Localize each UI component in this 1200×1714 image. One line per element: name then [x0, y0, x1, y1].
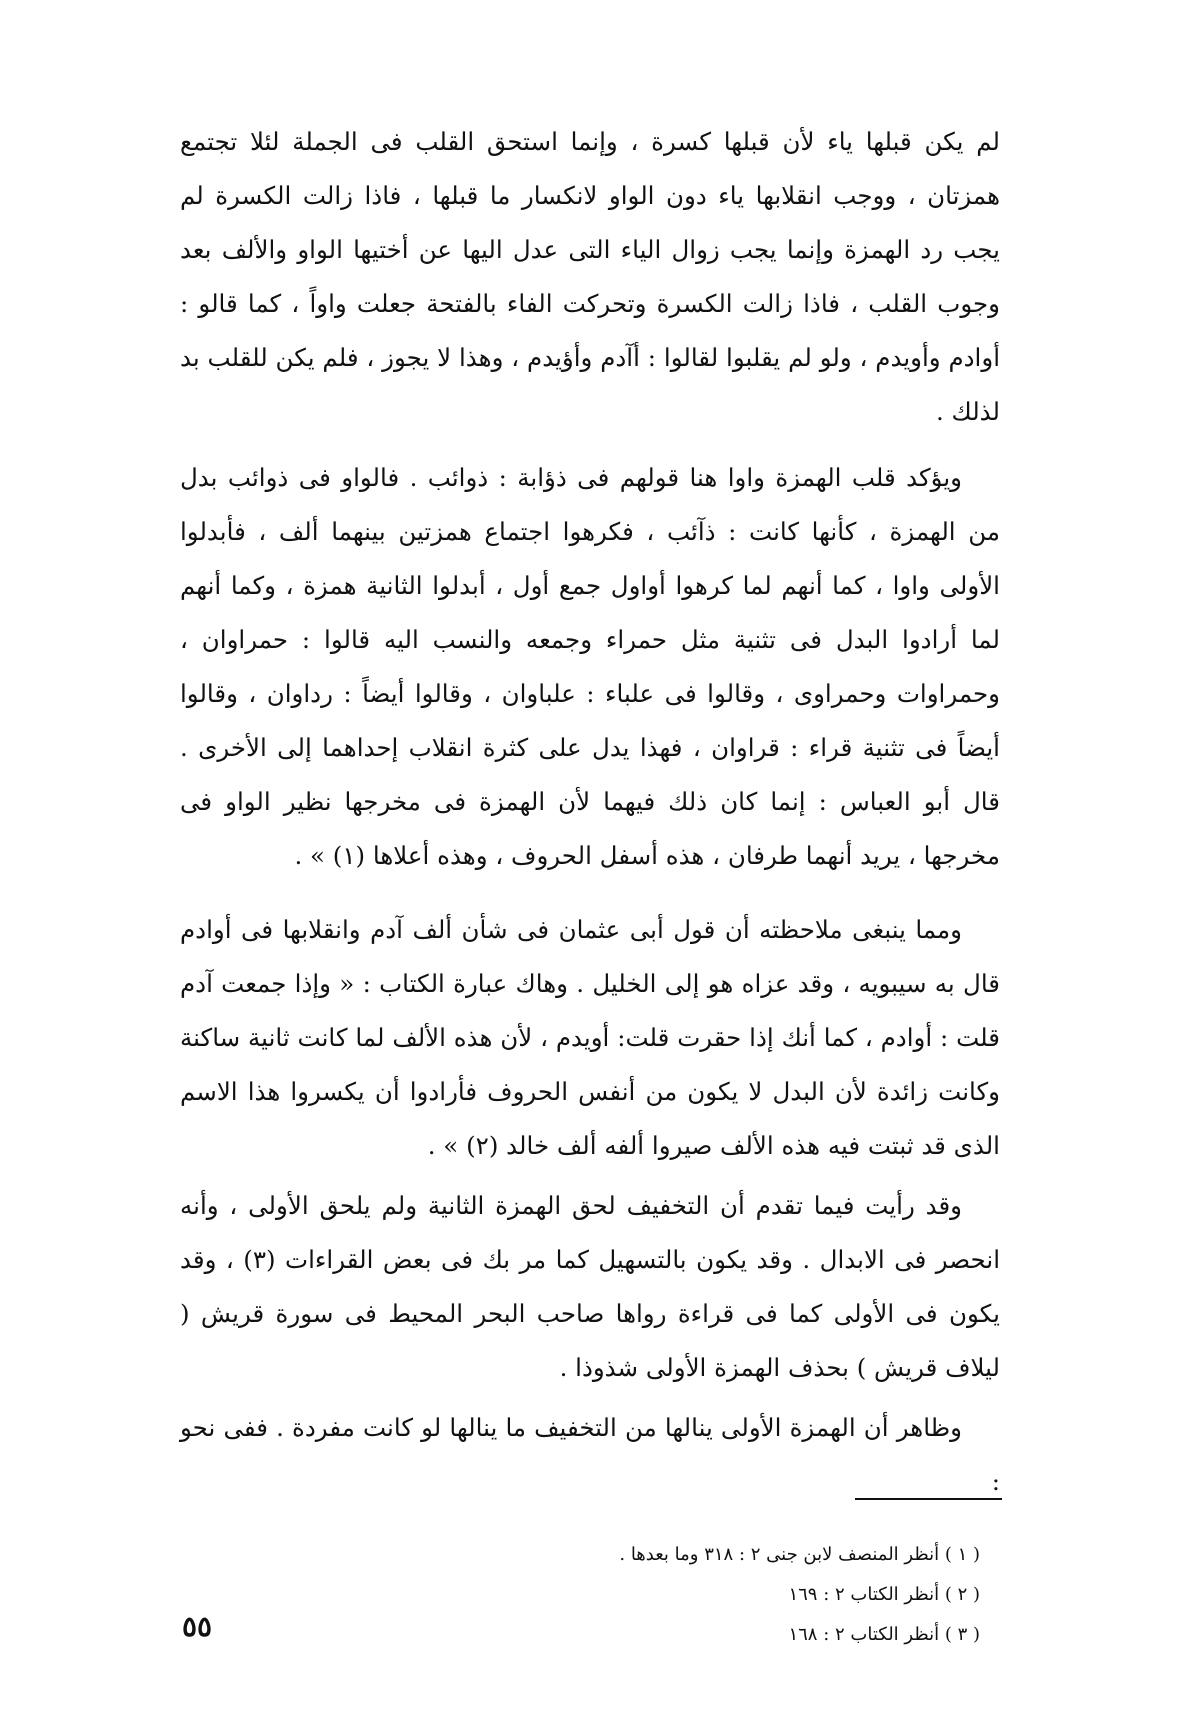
- paragraph-1: لم يكن قبلها ياء لأن قبلها كسرة ، وإنما استحق القلب فى الجملة لئلا تجتمع همزتان ، ووجب انقلابها ياء دون الواو لانكسار ما قبلها ، فاذا زالت الكسرة لم يجب رد الهمزة وإنما يجب زوال الياء التى عدل اليها عن أختيها الواو والألف بعد وجوب القلب ، فاذا زالت الكسرة وتحركت الفاء بالفتحة جعلت واواً ، كما قالو : أوادم وأويدم ، ولو لم يقلبوا لقالوا : أآدم وأؤيدم ، وهذا لا يجوز ، فلم يكن للقلب بد لذلك .: [180, 127, 1000, 426]
- paragraph-3: ومما ينبغى ملاحظته أن قول أبى عثمان فى شأن ألف آدم وانقلابها فى أوادم قال به سيبويه ، وقد عزاه هو إلى الخليل . وهاك عبارة الكتاب : « وإذا جمعت آدم قلت : أوادم ، كما أنك إذا حقرت قلت: أويدم ، لأن هذه الألف لما كانت ثانية ساكنة وكانت زائدة لأن البدل لا يكون من أنفس الحروف فأرادوا أن يكسروا هذا الاسم الذى قد ثبتت فيه هذه الألف صيروا ألفه ألف خالد (٢) » .: [180, 915, 1000, 1160]
- page-number: ٥٥: [182, 1610, 213, 1643]
- footnote-separator: [855, 1498, 1002, 1500]
- paragraph-5: وظاهر أن الهمزة الأولى ينالها من التخفيف ما ينالها لو كانت مفردة . ففى نحو :: [180, 1413, 1000, 1496]
- footnotes: [619, 1535, 980, 1655]
- footnote-3: ( ٣ ) أنظر الكتاب ٢ : ١٦٨: [788, 1624, 980, 1645]
- footnote-1: ( ١ ) أنظر المنصف لابن جنى ٢ : ٣١٨ وما بعدها .: [619, 1544, 980, 1565]
- footnote-2: ( ٢ ) أنظر الكتاب ٢ : ١٦٩: [788, 1584, 980, 1605]
- paragraph-2: ويؤكد قلب الهمزة واوا هنا قولهم فى ذؤابة : ذوائب . فالواو فى ذوائب بدل من الهمزة ، كأنها كانت : ذآئب ، فكرهوا اجتماع همزتين بينهما ألف ، فأبدلوا الأولى واوا ، كما أنهم لما كرهوا أواول جمع أول ، أبدلوا الثانية همزة ، وكما أنهم لما أرادوا البدل فى تثنية مثل حمراء وجمعه والنسب اليه قالوا : حمراوان ، وحمراوات وحمراوى ، وقالوا فى علباء : علباوان ، وقالوا أيضاً : رداوان ، وقالوا أيضاً فى تثنية قراء : قراوان ، فهذا يدل على كثرة انقلاب إحداهما إلى الأخرى . قال أبو العباس : إنما كان ذلك فيهما لأن الهمزة فى مخرجها نظير الواو فى مخرجها ، يريد أنهما طرفان ، هذه أسفل الحروف ، وهذه أعلاها (١) » .: [180, 463, 1000, 870]
- main-text: [180, 115, 1000, 1509]
- paragraph-4: وقد رأيت فيما تقدم أن التخفيف لحق الهمزة الثانية ولم يلحق الأولى ، وأنه انحصر فى الابدال . وقد يكون بالتسهيل كما مر بك فى بعض القراءات (٣) ، وقد يكون فى الأولى كما فى قراءة رواها صاحب البحر المحيط فى سورة قريش ( ليلاف قريش ) بحذف الهمزة الأولى شذوذا .: [180, 1191, 1000, 1382]
